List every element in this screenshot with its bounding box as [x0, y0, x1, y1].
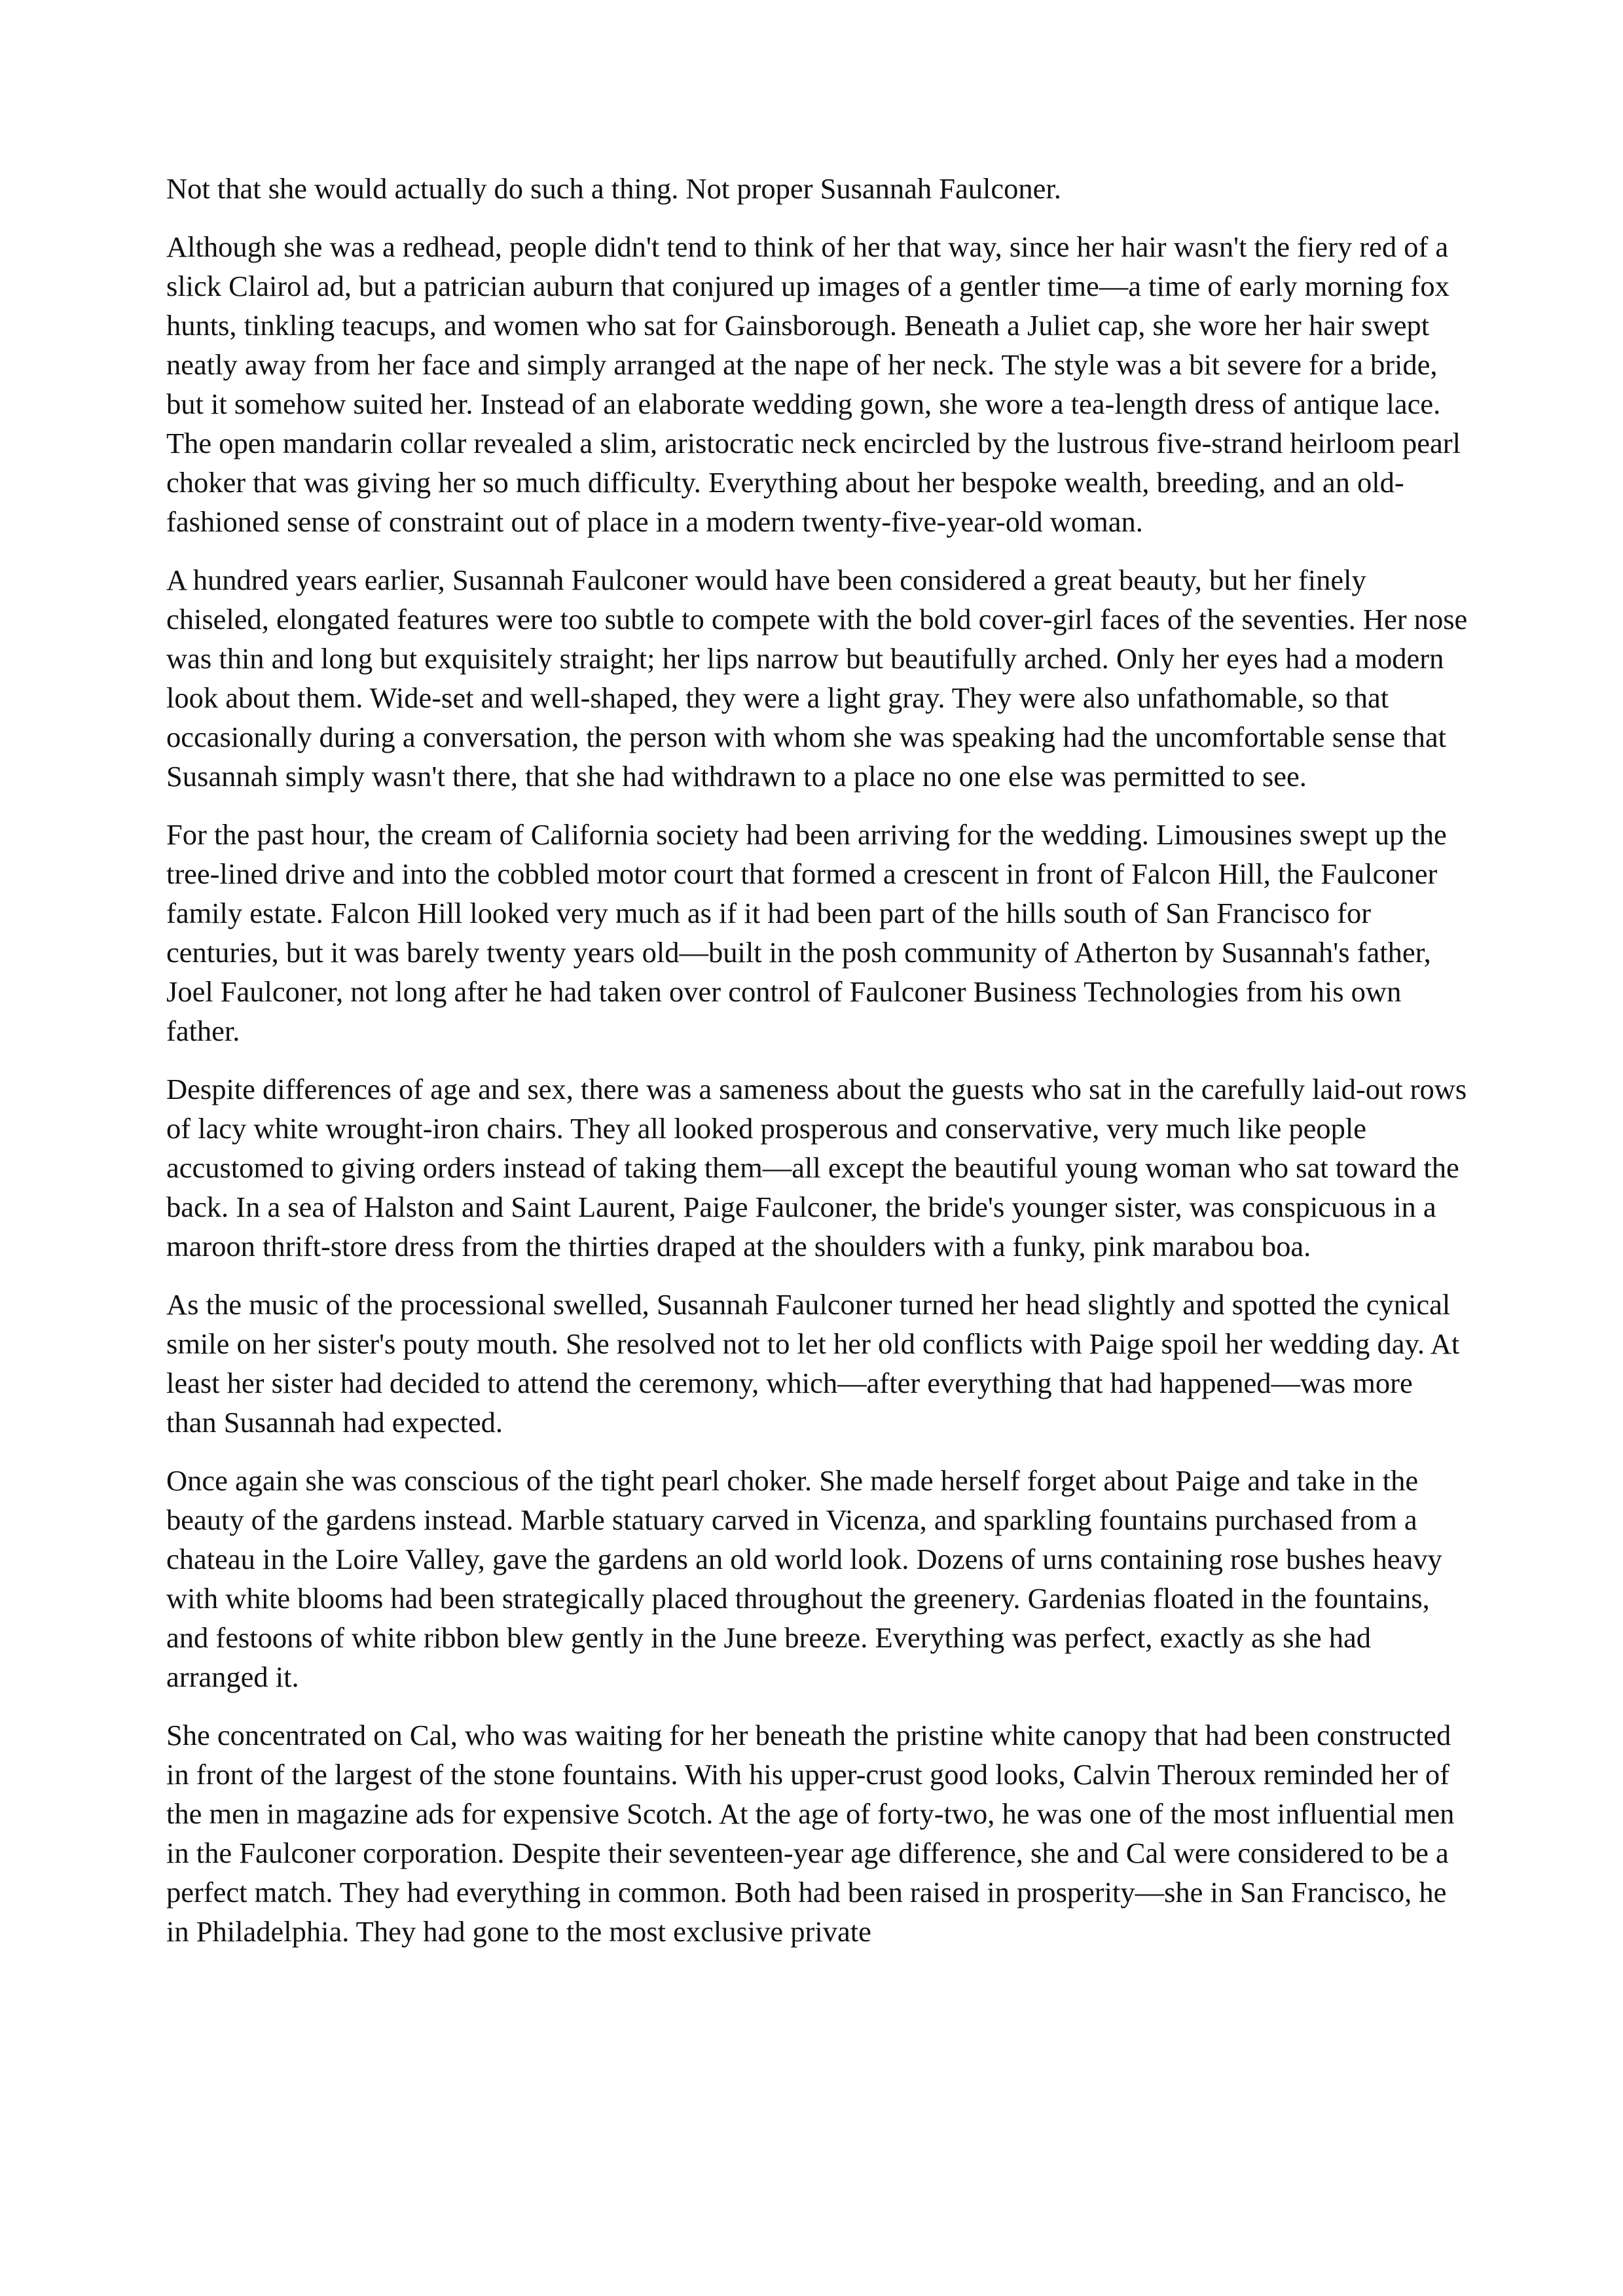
paragraph: Although she was a redhead, people didn't tend to think of her that way, since her hair wasn't the fiery red of a slick Clairol ad, but a patrician auburn that conjured up images of a gentler time—a time of early morning fox hunts, tinkling teacups, and women who sat for Gainsborough. Beneath a Juliet cap, she wore her hair swept neatly away from her face and simply arranged at the nape of her neck. The style was a bit severe for a bride, but it somehow suited her. Instead of an elaborate wedding gown, she wore a tea-length dress of antique lace. The open mandarin collar revealed a slim, aristocratic neck encircled by the lustrous five-strand heirloom pearl choker that was giving her so much difficulty. Everything about her bespoke wealth, breeding, and an old-fashioned sense of constraint out of place in a modern twenty-five-year-old woman. — [166, 230, 1461, 538]
paragraph: Despite differences of age and sex, there was a sameness about the guests who sat in the carefully laid-out rows of lacy white wrought-iron chairs. They all looked prosperous and conservative, very much like people accustomed to giving orders instead of taking them—all except the beautiful young woman who sat toward the back. In a sea of Halston and Saint Laurent, Paige Faulconer, the bride's younger sister, was conspicuous in a maroon thrift-store dress from the thirties draped at the shoulders with a funky, pink marabou boa. — [166, 1073, 1467, 1263]
document-page — [166, 169, 1469, 1970]
paragraph: As the music of the processional swelled, Susannah Faulconer turned her head slightly and spotted the cynical smile on her sister's pouty mouth. She resolved not to let her old conflicts with Paige spoil her wedding day. At least her sister had decided to attend the ceremony, which—after everything that had happened—was more than Susannah had expected. — [166, 1288, 1460, 1439]
paragraph: A hundred years earlier, Susannah Faulconer would have been considered a great beauty, but her finely chiseled, elongated features were too subtle to compete with the bold cover-girl faces of the seventies. Her nose was thin and long but exquisitely straight; her lips narrow but beautifully arched. Only her eyes had a modern look about them. Wide-set and well-shaped, they were a light gray. They were also unfathomable, so that occasionally during a conversation, the person with whom she was speaking had the uncomfortable sense that Susannah simply wasn't there, that she had withdrawn to a place no one else was permitted to see. — [166, 564, 1468, 793]
paragraph: For the past hour, the cream of California society had been arriving for the wedding. Limousines swept up the tree-lined drive and into the cobbled motor court that formed a crescent in front of Falcon Hill, the Faulconer family estate. Falcon Hill looked very much as if it had been part of the hills south of San Francisco for centuries, but it was barely twenty years old—built in the posh community of Atherton by Susannah's father, Joel Faulconer, not long after he had taken over control of Faulconer Business Technologies from his own father. — [166, 818, 1447, 1047]
paragraph: She concentrated on Cal, who was waiting for her beneath the pristine white canopy that had been constructed in front of the largest of the stone fountains. With his upper-crust good looks, Calvin Theroux reminded her of the men in magazine ads for expensive Scotch. At the age of forty-two, he was one of the most influential men in the Faulconer corporation. Despite their seventeen-year age difference, she and Cal were considered to be a perfect match. They had everything in common. Both had been raised in prosperity—she in San Francisco, he in Philadelphia. They had gone to the most exclusive private — [166, 1719, 1455, 1948]
paragraph: Not that she would actually do such a thing. Not proper Susannah Faulconer. — [166, 172, 1061, 205]
paragraph: Once again she was conscious of the tight pearl choker. She made herself forget about Paige and take in the beauty of the gardens instead. Marble statuary carved in Vicenza, and sparkling fountains purchased from a chateau in the Loire Valley, gave the gardens an old world look. Dozens of urns containing rose bushes heavy with white blooms had been strategically placed throughout the greenery. Gardenias floated in the fountains, and festoons of white ribbon blew gently in the June breeze. Everything was perfect, exactly as she had arranged it. — [166, 1464, 1442, 1693]
